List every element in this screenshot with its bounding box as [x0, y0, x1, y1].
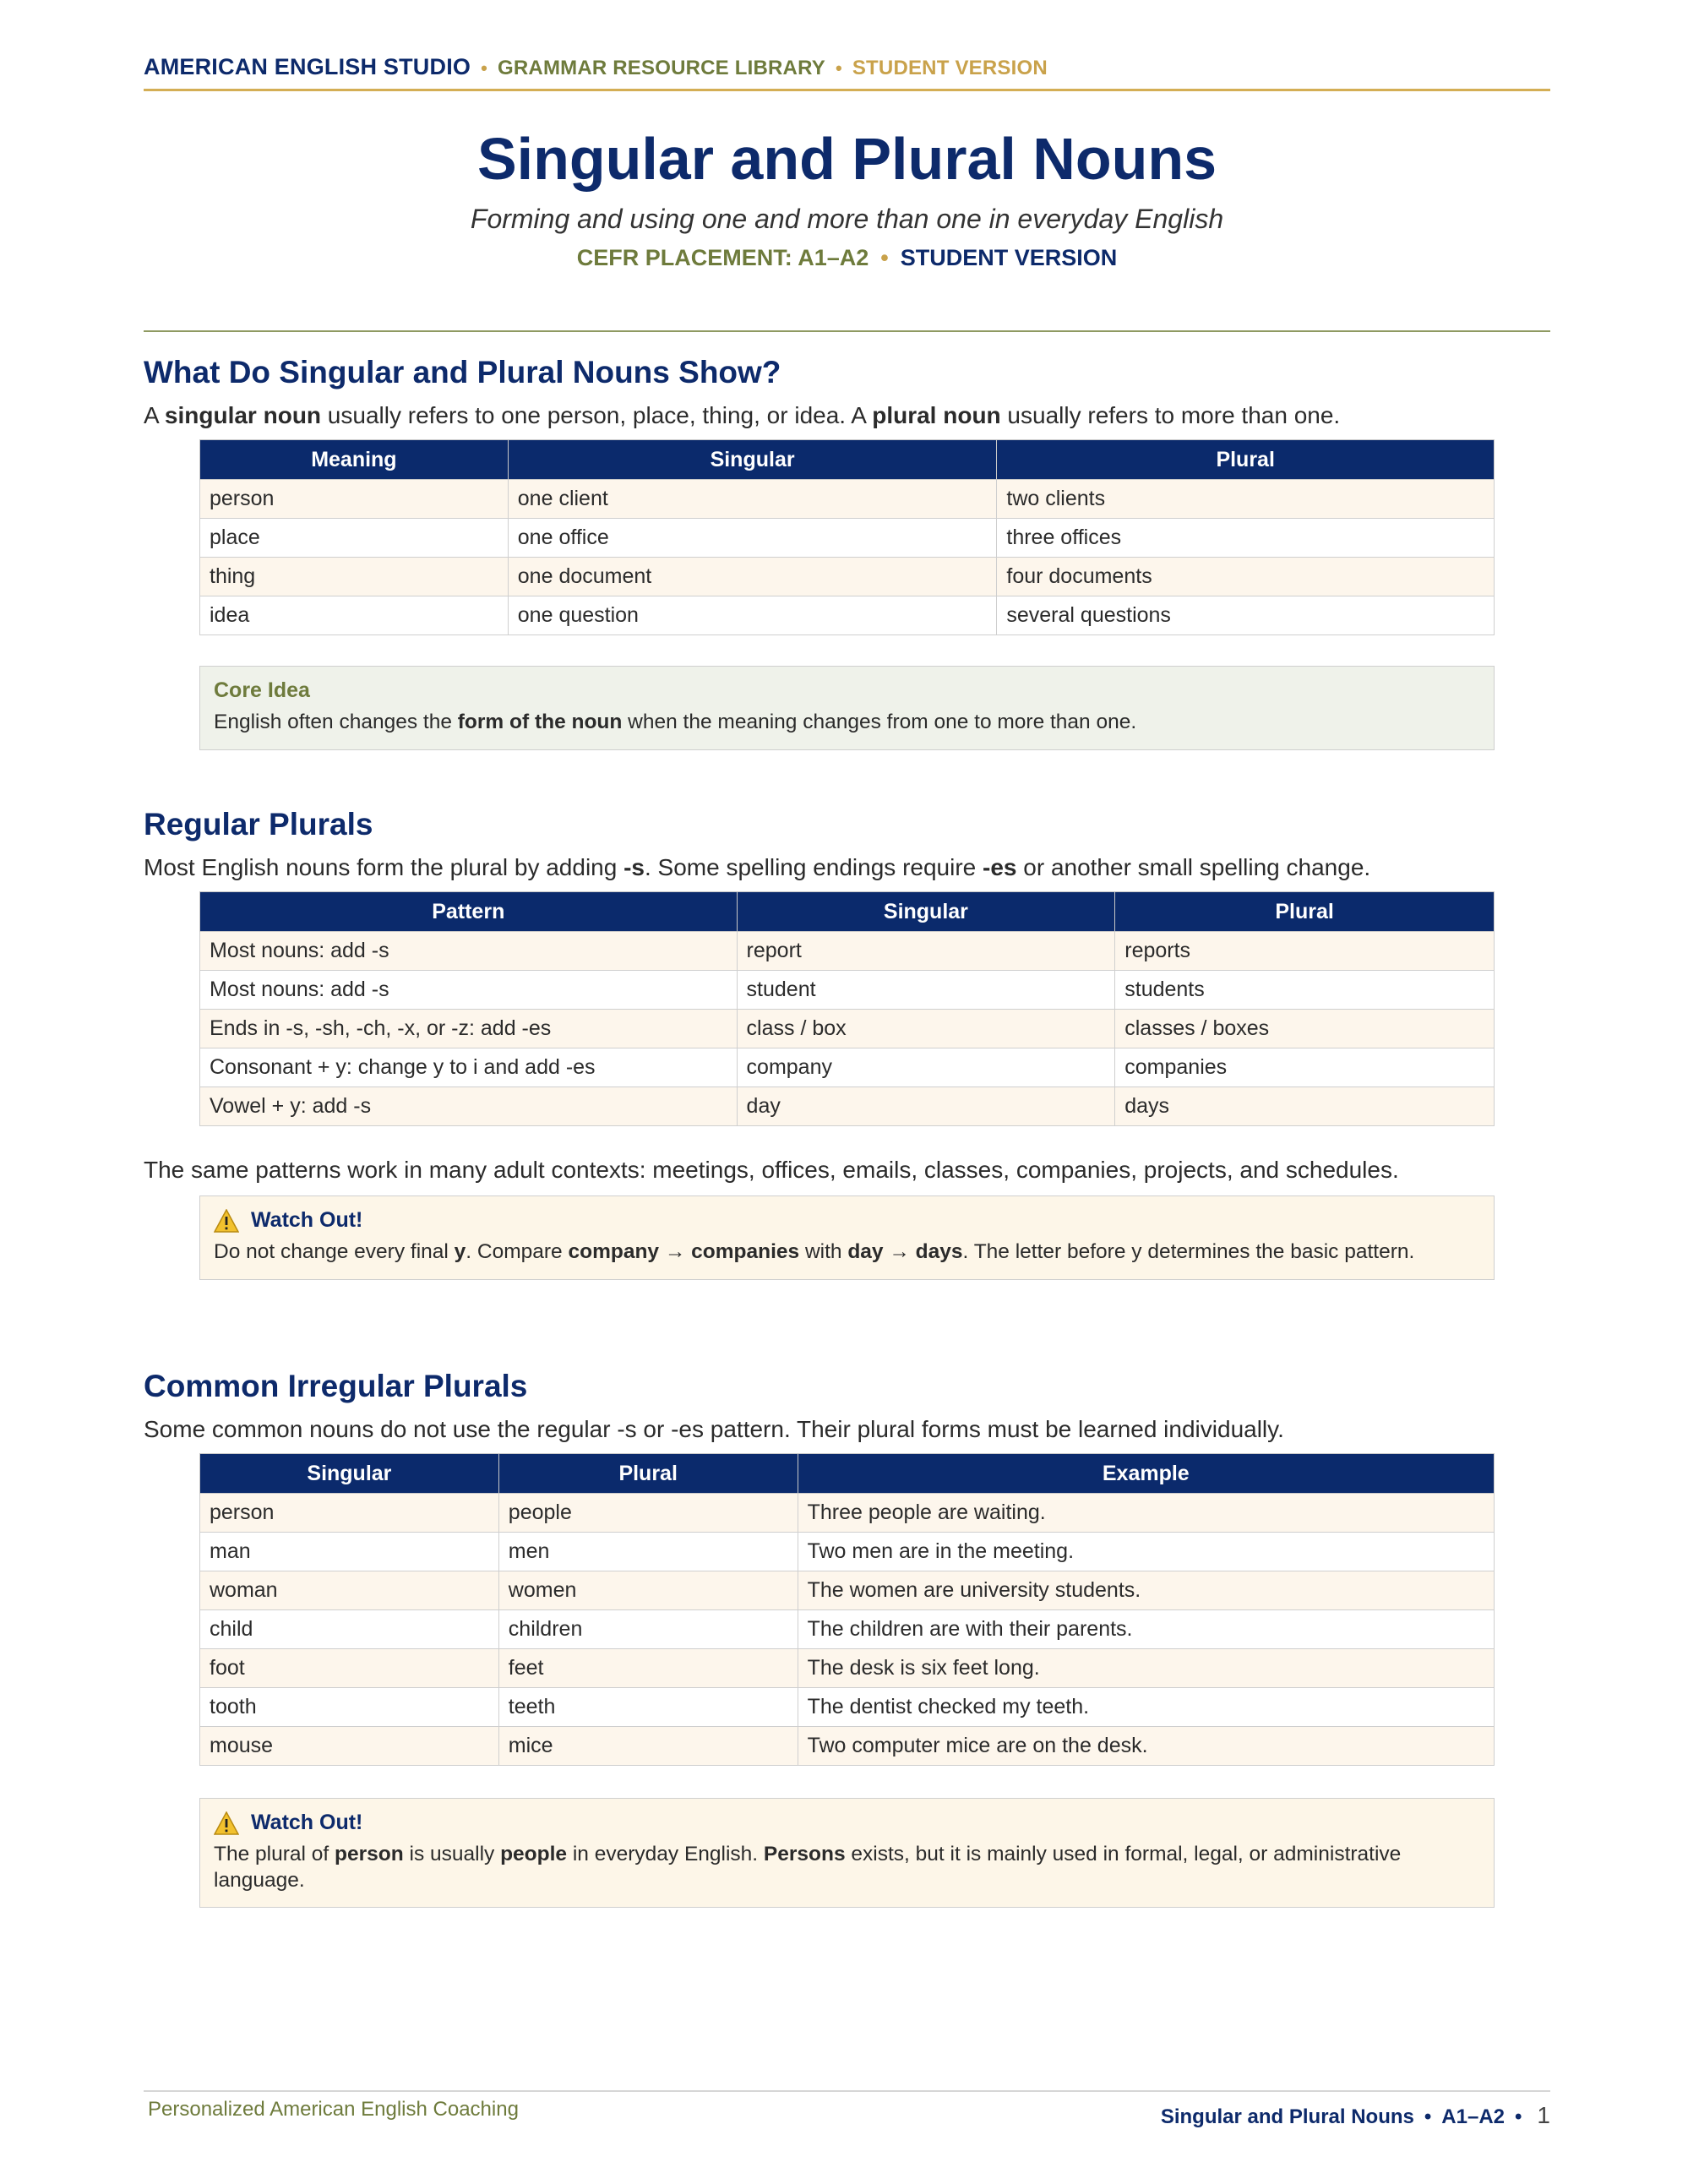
table-cell: Vowel + y: add -s	[200, 1087, 738, 1126]
table-cell: The children are with their parents.	[798, 1610, 1494, 1649]
page-title: Singular and Plural Nouns	[476, 126, 1217, 192]
footer-divider	[144, 2090, 1550, 2092]
section-irregular-plurals	[144, 1369, 1550, 1908]
callout-body: English often changes the form of the noun when the meaning changes from one to more than one.	[214, 711, 1137, 733]
table-cell: three offices	[997, 519, 1495, 558]
table-cell: The dentist checked my teeth.	[798, 1688, 1494, 1727]
table-row	[200, 1727, 1495, 1766]
table-row	[200, 596, 1495, 635]
table-cell: men	[498, 1533, 798, 1571]
table-row	[200, 1649, 1495, 1688]
table-cell: days	[1115, 1087, 1495, 1126]
table-cell: The desk is six feet long.	[798, 1649, 1494, 1688]
regular-plurals-table	[199, 891, 1495, 1126]
section-intro: Some common nouns do not use the regular -s or -es pattern. Their plural forms must be learned individually.	[144, 1416, 1284, 1442]
footer-title: Singular and Plural Nouns	[1160, 2105, 1414, 2128]
meaning-table	[199, 439, 1495, 635]
section-intro: Most English nouns form the plural by adding -s. Some spelling endings require -es or another small spelling change.	[144, 854, 1371, 880]
callout-title: Watch Out!	[251, 1811, 363, 1834]
table-cell: report	[737, 932, 1115, 971]
brand-name: AMERICAN ENGLISH STUDIO	[144, 54, 471, 79]
footer-tagline: Personalized American English Coaching	[148, 2098, 519, 2121]
table-cell: students	[1115, 971, 1495, 1010]
table-row	[200, 1571, 1495, 1610]
table-cell: Most nouns: add -s	[200, 971, 738, 1010]
table-cell: student	[737, 971, 1115, 1010]
table-cell: children	[498, 1610, 798, 1649]
table-row	[200, 1048, 1495, 1087]
table-cell: feet	[498, 1649, 798, 1688]
table-cell: two clients	[997, 480, 1495, 519]
cefr-placement: CEFR PLACEMENT: A1–A2	[576, 245, 869, 270]
table-row	[200, 1610, 1495, 1649]
table-cell: day	[737, 1087, 1115, 1126]
watch-out-callout	[199, 1195, 1495, 1280]
table-header: Pattern	[200, 892, 738, 932]
version-label: STUDENT VERSION	[852, 57, 1048, 79]
table-cell: person	[200, 1494, 499, 1533]
table-cell: classes / boxes	[1115, 1010, 1495, 1048]
table-header: Plural	[498, 1454, 798, 1494]
table-cell: class / box	[737, 1010, 1115, 1048]
table-header: Singular	[737, 892, 1115, 932]
table-cell: man	[200, 1533, 499, 1571]
page-subtitle: Forming and using one and more than one in everyday English	[470, 204, 1224, 234]
table-cell: one question	[508, 596, 997, 635]
table-header: Plural	[1115, 892, 1495, 932]
section-regular-plurals	[144, 807, 1550, 1280]
table-cell: Three people are waiting.	[798, 1494, 1494, 1533]
table-cell: Ends in -s, -sh, -ch, -x, or -z: add -es	[200, 1010, 738, 1048]
context-note: The same patterns work in many adult contexts: meetings, offices, emails, classes, companies, projects, and schedules.	[144, 1157, 1399, 1183]
warning-icon	[214, 1209, 239, 1233]
callout-body: The plural of person is usually people in everyday English. Persons exists, but it is mainly used in formal, legal, or administrative language.	[214, 1843, 1402, 1892]
table-cell: foot	[200, 1649, 499, 1688]
table-header: Singular	[200, 1454, 499, 1494]
table-cell: idea	[200, 596, 509, 635]
table-cell: mouse	[200, 1727, 499, 1766]
table-row	[200, 1533, 1495, 1571]
callout-title: Watch Out!	[251, 1208, 363, 1232]
core-idea-callout	[199, 666, 1495, 750]
callout-body: Do not change every final y. Compare company → companies with day → days. The letter before y determines the basic pattern.	[214, 1240, 1415, 1263]
section-heading: Regular Plurals	[144, 807, 373, 841]
table-row	[200, 1494, 1495, 1533]
irregular-plurals-table	[199, 1453, 1495, 1766]
footer-page-info: Singular and Plural Nouns • A1–A2 • 1	[1160, 2102, 1550, 2128]
table-header: Example	[798, 1454, 1494, 1494]
table-row	[200, 932, 1495, 971]
table-row	[200, 558, 1495, 596]
section-heading: What Do Singular and Plural Nouns Show?	[144, 355, 781, 389]
watch-out-callout	[199, 1798, 1495, 1908]
table-cell: teeth	[498, 1688, 798, 1727]
table-cell: companies	[1115, 1048, 1495, 1087]
table-cell: place	[200, 519, 509, 558]
title-divider	[144, 330, 1550, 332]
table-row	[200, 1087, 1495, 1126]
footer-level: A1–A2	[1441, 2105, 1506, 2128]
cefr-line: CEFR PLACEMENT: A1–A2 • STUDENT VERSION	[576, 245, 1118, 270]
page-number: 1	[1537, 2102, 1550, 2128]
table-cell: reports	[1115, 932, 1495, 971]
table-cell: Two computer mice are on the desk.	[798, 1727, 1494, 1766]
section-what-nouns-show	[144, 355, 1550, 750]
table-cell: several questions	[997, 596, 1495, 635]
table-header: Meaning	[200, 440, 509, 480]
table-cell: Consonant + y: change y to i and add -es	[200, 1048, 738, 1087]
library-name: GRAMMAR RESOURCE LIBRARY	[498, 57, 825, 79]
table-cell: thing	[200, 558, 509, 596]
table-cell: Two men are in the meeting.	[798, 1533, 1494, 1571]
table-cell: women	[498, 1571, 798, 1610]
table-cell: mice	[498, 1727, 798, 1766]
table-cell: The women are university students.	[798, 1571, 1494, 1610]
title-version: STUDENT VERSION	[900, 245, 1118, 270]
table-cell: child	[200, 1610, 499, 1649]
table-cell: woman	[200, 1571, 499, 1610]
table-cell: Most nouns: add -s	[200, 932, 738, 971]
table-row	[200, 480, 1495, 519]
table-header: Plural	[997, 440, 1495, 480]
running-header: AMERICAN ENGLISH STUDIO • GRAMMAR RESOURCE LIBRARY • STUDENT VERSION	[144, 54, 1550, 91]
table-row	[200, 1688, 1495, 1727]
table-cell: people	[498, 1494, 798, 1533]
table-cell: one office	[508, 519, 997, 558]
callout-title: Core Idea	[214, 678, 310, 702]
table-cell: four documents	[997, 558, 1495, 596]
table-row	[200, 971, 1495, 1010]
table-cell: tooth	[200, 1688, 499, 1727]
section-intro: A singular noun usually refers to one person, place, thing, or idea. A plural noun usually refers to more than one.	[144, 402, 1341, 428]
table-cell: one document	[508, 558, 997, 596]
table-row	[200, 1010, 1495, 1048]
title-block	[144, 127, 1550, 271]
section-heading: Common Irregular Plurals	[144, 1369, 528, 1403]
table-header: Singular	[508, 440, 997, 480]
table-cell: one client	[508, 480, 997, 519]
table-row	[200, 519, 1495, 558]
warning-icon	[214, 1811, 239, 1835]
table-cell: person	[200, 480, 509, 519]
table-cell: company	[737, 1048, 1115, 1087]
